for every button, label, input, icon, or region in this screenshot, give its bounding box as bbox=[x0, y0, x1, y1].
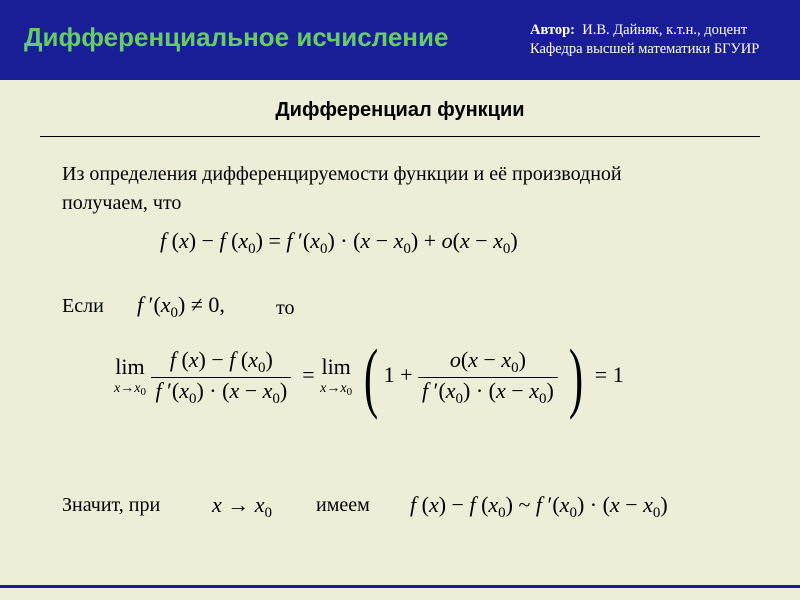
word-znachit: Значит, при bbox=[62, 494, 161, 516]
derivative-nonzero-condition: f $'(x_0) \ne 0$, bbox=[137, 292, 225, 321]
remainder-fraction: $\frac{o(x - x_0)}{f '(x_0) \cdot (x - x_0)}$ bbox=[418, 347, 558, 408]
intro-line-2: получаем, что bbox=[62, 192, 182, 214]
ratio-fraction: $\frac{f (x) - f (x_0)}{f '(x_0) \cdot (x - x_0)}$ bbox=[151, 347, 291, 408]
author-label: Автор: bbox=[530, 22, 576, 38]
lim-operator-right: lim $x\to x_0$ bbox=[320, 354, 353, 398]
word-esli: Если bbox=[62, 295, 104, 317]
footer-line bbox=[0, 585, 800, 588]
equivalence-formula: f (x) − f $(x_0)$ ~ f $'(x_0) \cdot (x - x_0)$ bbox=[410, 492, 668, 521]
intro-line-1: Из определения дифференцируемости функции и её производной bbox=[62, 163, 622, 185]
header-bar bbox=[0, 0, 800, 80]
department-name: Кафедра высшей математики БГУИР bbox=[530, 41, 760, 57]
author-block bbox=[530, 21, 759, 59]
increment-formula: f (x) − f $(x_0) = f$ $'(x_0) \cdot (x - x_0) + o(x - x_0)$ bbox=[160, 228, 518, 257]
word-imeem: имеем bbox=[316, 494, 370, 516]
word-to: то bbox=[276, 297, 295, 319]
title-divider bbox=[40, 136, 760, 137]
course-title: Дифференциальное исчисление bbox=[24, 22, 449, 52]
author-name: И.В. Дайняк, к.т.н., доцент bbox=[582, 22, 748, 38]
lim-operator-left: lim $x\to x_0$ bbox=[114, 354, 146, 398]
slide-title: Дифференциал функции bbox=[275, 99, 525, 121]
intro-text bbox=[62, 160, 622, 218]
x-tends-to-x0: $x \to x_0$ bbox=[212, 492, 273, 521]
limit-formula: lim $x\to x_0$ $\frac{f (x) - f (x_0)}{f '(x_0) \cdot (x - x_0)}$ = lim $x\to x_0$ ( 1 + $\frac{o(x - x_0)}{f '(x_0) \cdot (x - x_0)}$ ) = 1 bbox=[114, 333, 624, 420]
